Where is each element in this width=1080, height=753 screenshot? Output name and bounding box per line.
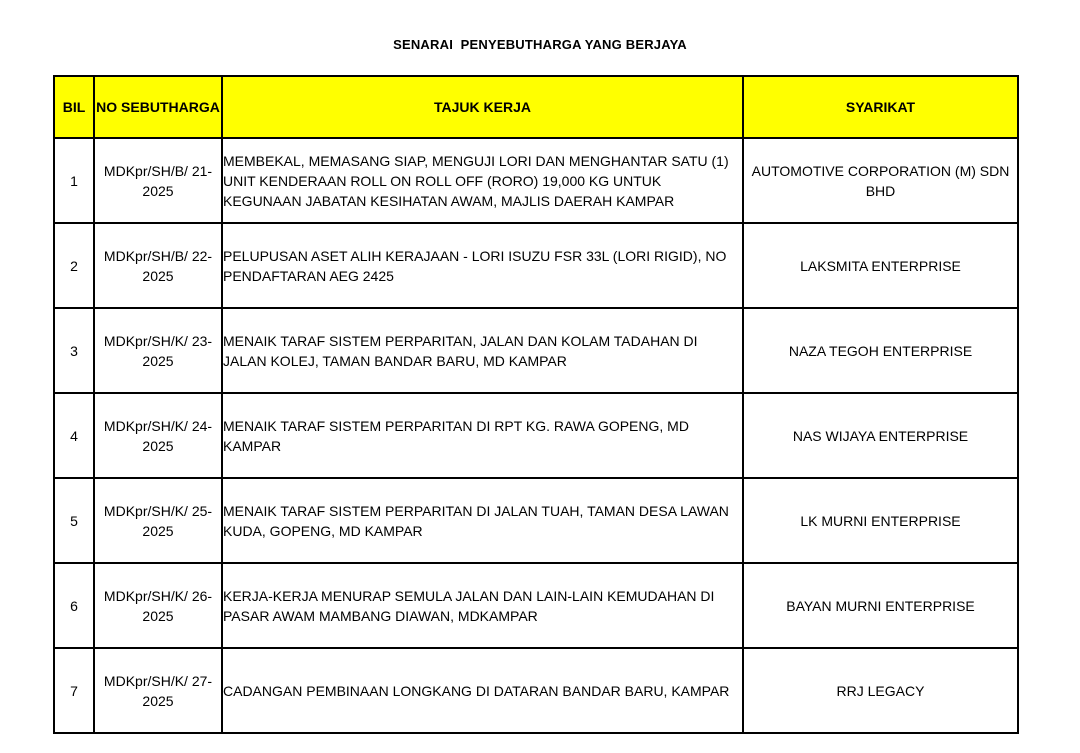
cell-bil: 6 — [54, 563, 94, 648]
cell-bil: 1 — [54, 138, 94, 223]
table-row — [54, 223, 1018, 308]
cell-syarikat: NAZA TEGOH ENTERPRISE — [743, 308, 1018, 393]
cell-tajuk-kerja: MENAIK TARAF SISTEM PERPARITAN, JALAN DAN KOLAM TADAHAN DI JALAN KOLEJ, TAMAN BANDAR BARU, MD KAMPAR — [222, 308, 743, 393]
table-row — [54, 308, 1018, 393]
cell-bil: 4 — [54, 393, 94, 478]
cell-no-sebutharga: MDKpr/SH/B/ 22-2025 — [94, 223, 222, 308]
table-row — [54, 563, 1018, 648]
table-row — [54, 138, 1018, 223]
cell-tajuk-kerja: KERJA-KERJA MENURAP SEMULA JALAN DAN LAIN-LAIN KEMUDAHAN DI PASAR AWAM MAMBANG DIAWAN, MDKAMPAR — [222, 563, 743, 648]
table-row — [54, 478, 1018, 563]
cell-tajuk-kerja: MENAIK TARAF SISTEM PERPARITAN DI JALAN TUAH, TAMAN DESA LAWAN KUDA, GOPENG, MD KAMPAR — [222, 478, 743, 563]
cell-syarikat: LAKSMITA ENTERPRISE — [743, 223, 1018, 308]
cell-syarikat: NAS WIJAYA ENTERPRISE — [743, 393, 1018, 478]
cell-syarikat: BAYAN MURNI ENTERPRISE — [743, 563, 1018, 648]
header-bil: BIL — [54, 76, 94, 138]
cell-no-sebutharga: MDKpr/SH/K/ 23-2025 — [94, 308, 222, 393]
cell-no-sebutharga: MDKpr/SH/K/ 25-2025 — [94, 478, 222, 563]
cell-bil: 2 — [54, 223, 94, 308]
cell-bil: 7 — [54, 648, 94, 733]
cell-tajuk-kerja: MENAIK TARAF SISTEM PERPARITAN DI RPT KG. RAWA GOPENG, MD KAMPAR — [222, 393, 743, 478]
cell-bil: 5 — [54, 478, 94, 563]
cell-no-sebutharga: MDKpr/SH/B/ 21-2025 — [94, 138, 222, 223]
table-row — [54, 393, 1018, 478]
cell-bil: 3 — [54, 308, 94, 393]
tender-table — [53, 75, 1019, 734]
cell-no-sebutharga: MDKpr/SH/K/ 26-2025 — [94, 563, 222, 648]
table-row — [54, 648, 1018, 733]
header-tajuk-kerja: TAJUK KERJA — [222, 76, 743, 138]
cell-syarikat: AUTOMOTIVE CORPORATION (M) SDN BHD — [743, 138, 1018, 223]
header-no-sebutharga: NO SEBUTHARGA — [94, 76, 222, 138]
cell-no-sebutharga: MDKpr/SH/K/ 27-2025 — [94, 648, 222, 733]
cell-syarikat: LK MURNI ENTERPRISE — [743, 478, 1018, 563]
cell-tajuk-kerja: PELUPUSAN ASET ALIH KERAJAAN - LORI ISUZU FSR 33L (LORI RIGID), NO PENDAFTARAN AEG 2425 — [222, 223, 743, 308]
page-title: SENARAI PENYEBUTHARGA YANG BERJAYA — [393, 37, 687, 52]
cell-tajuk-kerja: CADANGAN PEMBINAAN LONGKANG DI DATARAN BANDAR BARU, KAMPAR — [222, 648, 743, 733]
cell-syarikat: RRJ LEGACY — [743, 648, 1018, 733]
header-syarikat: SYARIKAT — [743, 76, 1018, 138]
table-header-row — [54, 76, 1018, 138]
cell-tajuk-kerja: MEMBEKAL, MEMASANG SIAP, MENGUJI LORI DAN MENGHANTAR SATU (1) UNIT KENDERAAN ROLL ON ROLL OFF (RORO) 19,000 KG UNTUK KEGUNAAN JABATAN KESIHATAN AWAM, MAJLIS DAERAH KAMPAR — [222, 138, 743, 223]
cell-no-sebutharga: MDKpr/SH/K/ 24-2025 — [94, 393, 222, 478]
